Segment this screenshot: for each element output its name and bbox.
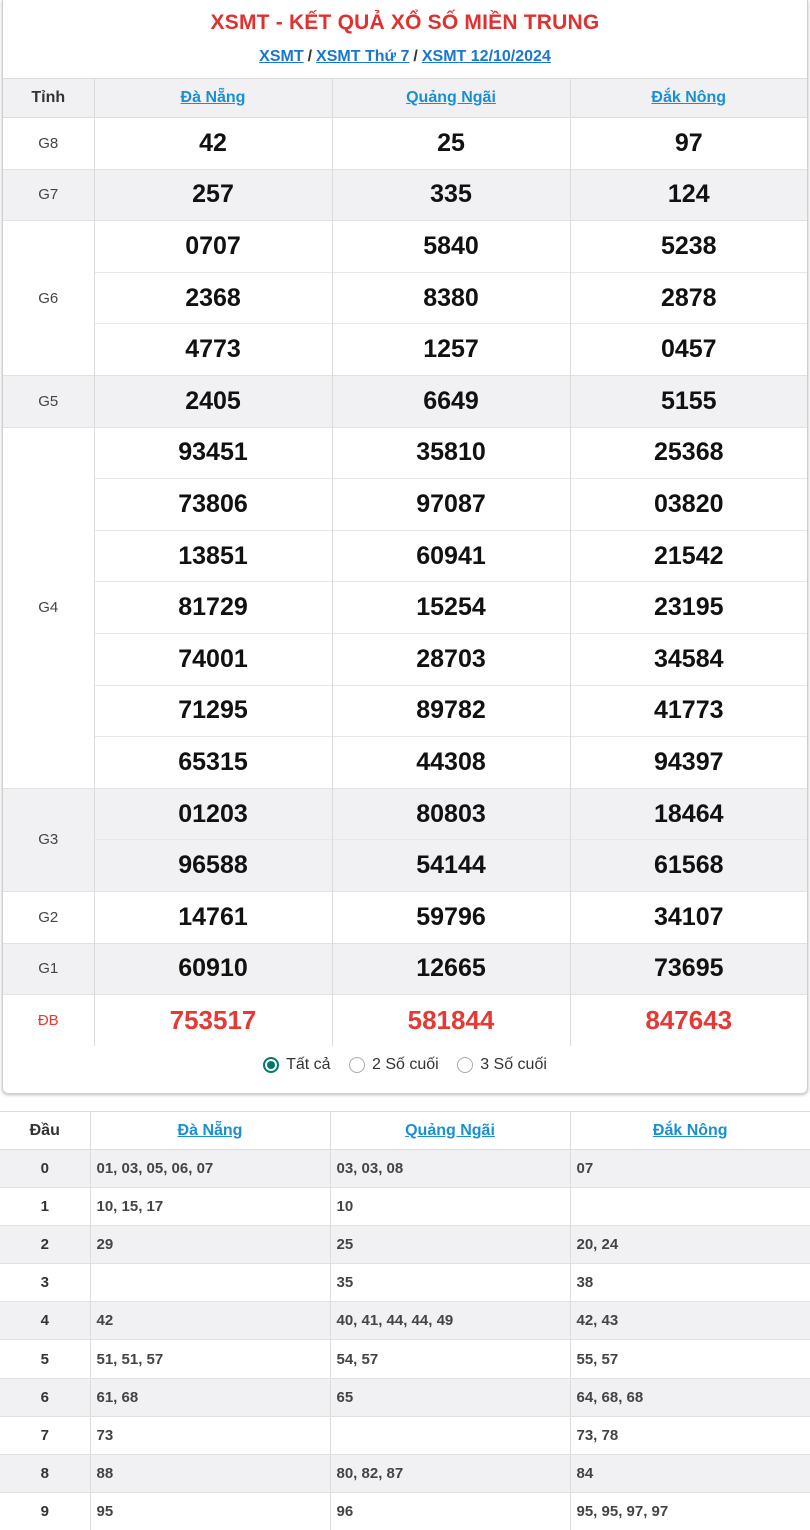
prize-number: 03820 — [570, 479, 807, 531]
tail-values: 73 — [90, 1416, 330, 1454]
tail-values: 65 — [330, 1378, 570, 1416]
prize-number: 54144 — [332, 840, 570, 892]
tail-values: 10, 15, 17 — [90, 1188, 330, 1226]
prize-number: 2878 — [570, 272, 807, 324]
tail-values: 38 — [570, 1264, 810, 1302]
dau-province-link-dak-nong[interactable]: Đắk Nông — [652, 1121, 728, 1139]
prize-number: 2405 — [94, 375, 332, 427]
prize-number: 89782 — [332, 685, 570, 737]
tail-values — [90, 1264, 330, 1302]
head-digit: 7 — [0, 1416, 90, 1454]
prize-label: G6 — [3, 221, 94, 376]
prize-number: 65315 — [94, 737, 332, 789]
head-digit-row — [0, 1454, 810, 1492]
results-table — [3, 78, 807, 1046]
prize-number: 581844 — [332, 995, 570, 1047]
tail-values: 40, 41, 44, 44, 49 — [330, 1302, 570, 1340]
prize-row — [3, 891, 807, 943]
prize-number: 18464 — [570, 788, 807, 840]
filter-label-last-2: 2 Số cuối — [372, 1056, 439, 1073]
prize-number: 23195 — [570, 582, 807, 634]
tail-values: 03, 03, 08 — [330, 1150, 570, 1188]
prize-label: G7 — [3, 169, 94, 221]
prize-number: 73806 — [94, 479, 332, 531]
head-digit: 9 — [0, 1492, 90, 1530]
province-header-quang-ngai — [332, 79, 570, 118]
prize-number: 5238 — [570, 221, 807, 273]
province-link-quang-ngai[interactable]: Quảng Ngãi — [406, 89, 496, 106]
province-header-da-nang — [94, 79, 332, 118]
breadcrumb-separator: / — [413, 48, 418, 65]
prize-number: 2368 — [94, 272, 332, 324]
prize-number: 13851 — [94, 530, 332, 582]
prize-number: 753517 — [94, 995, 332, 1047]
prize-label: G4 — [3, 427, 94, 788]
tail-values: 80, 82, 87 — [330, 1454, 570, 1492]
prize-number: 8380 — [332, 272, 570, 324]
head-digit-table — [0, 1111, 810, 1530]
filter-option-last-3[interactable] — [457, 1056, 547, 1074]
province-link-da-nang[interactable]: Đà Nẵng — [180, 89, 246, 106]
prize-number: 60941 — [332, 530, 570, 582]
tail-values: 07 — [570, 1150, 810, 1188]
prize-number: 14761 — [94, 891, 332, 943]
tail-values: 35 — [330, 1264, 570, 1302]
prize-number: 6649 — [332, 375, 570, 427]
filter-option-all[interactable] — [263, 1056, 330, 1074]
results-header-row — [3, 79, 807, 118]
filter-option-last-2[interactable] — [349, 1056, 439, 1074]
tail-values — [330, 1416, 570, 1454]
prize-number: 59796 — [332, 891, 570, 943]
head-digit: 6 — [0, 1378, 90, 1416]
head-digit-row — [0, 1302, 810, 1340]
breadcrumb — [3, 48, 807, 66]
tail-values: 95, 95, 97, 97 — [570, 1492, 810, 1530]
prize-row — [3, 221, 807, 273]
dau-header-dak-nong — [570, 1112, 810, 1150]
prize-number: 81729 — [94, 582, 332, 634]
breadcrumb-xsmt-date[interactable]: XSMT 12/10/2024 — [421, 48, 551, 65]
breadcrumb-xsmt-thu-7[interactable]: XSMT Thứ 7 — [316, 48, 410, 65]
tail-values — [570, 1188, 810, 1226]
tail-values: 64, 68, 68 — [570, 1378, 810, 1416]
results-body — [3, 118, 807, 1047]
prize-number: 41773 — [570, 685, 807, 737]
tail-values: 55, 57 — [570, 1340, 810, 1378]
prize-number: 73695 — [570, 943, 807, 995]
tail-values: 29 — [90, 1226, 330, 1264]
prize-number: 93451 — [94, 427, 332, 479]
tail-values: 25 — [330, 1226, 570, 1264]
prize-row — [3, 375, 807, 427]
prize-number: 257 — [94, 169, 332, 221]
prize-label: G2 — [3, 891, 94, 943]
prize-number: 35810 — [332, 427, 570, 479]
head-digit-row — [0, 1378, 810, 1416]
prize-number: 5155 — [570, 375, 807, 427]
head-digit: 2 — [0, 1226, 90, 1264]
prize-number: 34107 — [570, 891, 807, 943]
prize-number: 61568 — [570, 840, 807, 892]
prize-label: ĐB — [3, 995, 94, 1047]
prize-number: 1257 — [332, 324, 570, 376]
tail-values: 88 — [90, 1454, 330, 1492]
head-digit-column-header: Đầu — [0, 1112, 90, 1150]
prize-row — [3, 737, 807, 789]
page-title: XSMT - KẾT QUẢ XỔ SỐ MIỀN TRUNG — [210, 11, 600, 34]
head-digit-row — [0, 1264, 810, 1302]
digit-filter — [3, 1056, 807, 1078]
tail-values: 42, 43 — [570, 1302, 810, 1340]
radio-selected-icon[interactable] — [263, 1057, 279, 1073]
prize-row — [3, 169, 807, 221]
prize-number: 01203 — [94, 788, 332, 840]
prize-row — [3, 427, 807, 479]
prize-number: 71295 — [94, 685, 332, 737]
head-digit-row — [0, 1226, 810, 1264]
tail-values: 95 — [90, 1492, 330, 1530]
head-digit-header-row — [0, 1112, 810, 1150]
prize-row — [3, 685, 807, 737]
tail-values: 42 — [90, 1302, 330, 1340]
breadcrumb-xsmt[interactable]: XSMT — [259, 48, 304, 65]
prize-row — [3, 840, 807, 892]
prize-number: 0707 — [94, 221, 332, 273]
prize-number: 80803 — [332, 788, 570, 840]
tail-values: 51, 51, 57 — [90, 1340, 330, 1378]
tail-values: 10 — [330, 1188, 570, 1226]
prize-number: 847643 — [570, 995, 807, 1047]
prize-number: 97 — [570, 118, 807, 170]
prize-number: 0457 — [570, 324, 807, 376]
prize-row — [3, 943, 807, 995]
prize-row — [3, 118, 807, 170]
prize-number: 34584 — [570, 633, 807, 685]
prize-number: 25 — [332, 118, 570, 170]
prize-number: 96588 — [94, 840, 332, 892]
tail-values: 54, 57 — [330, 1340, 570, 1378]
head-digit: 8 — [0, 1454, 90, 1492]
breadcrumb-separator: / — [307, 48, 313, 65]
filter-label-all: Tất cả — [286, 1056, 331, 1073]
prize-label: G5 — [3, 375, 94, 427]
province-header-dak-nong — [570, 79, 807, 118]
prize-label: G8 — [3, 118, 94, 170]
province-link-dak-nong[interactable]: Đắk Nông — [651, 89, 727, 106]
dau-header-quang-ngai — [330, 1112, 570, 1150]
head-digit-body — [0, 1150, 810, 1530]
head-digit: 3 — [0, 1264, 90, 1302]
prize-number: 74001 — [94, 633, 332, 685]
province-column-header: Tỉnh — [3, 79, 94, 118]
prize-label: G1 — [3, 943, 94, 995]
head-digit-row — [0, 1340, 810, 1378]
dau-province-link-da-nang[interactable]: Đà Nẵng — [177, 1121, 243, 1139]
prize-row — [3, 995, 807, 1047]
prize-number: 21542 — [570, 530, 807, 582]
prize-number: 97087 — [332, 479, 570, 531]
dau-header-da-nang — [90, 1112, 330, 1150]
prize-number: 42 — [94, 118, 332, 170]
tail-values: 73, 78 — [570, 1416, 810, 1454]
prize-row — [3, 479, 807, 531]
prize-number: 25368 — [570, 427, 807, 479]
dau-province-link-quang-ngai[interactable]: Quảng Ngãi — [405, 1121, 495, 1139]
prize-row — [3, 272, 807, 324]
head-digit: 4 — [0, 1302, 90, 1340]
head-digit: 0 — [0, 1150, 90, 1188]
prize-number: 12665 — [332, 943, 570, 995]
prize-number: 4773 — [94, 324, 332, 376]
radio-icon[interactable] — [349, 1057, 365, 1073]
prize-number: 15254 — [332, 582, 570, 634]
head-digit: 5 — [0, 1340, 90, 1378]
prize-number: 28703 — [332, 633, 570, 685]
prize-row — [3, 324, 807, 376]
prize-row — [3, 582, 807, 634]
tail-values: 01, 03, 05, 06, 07 — [90, 1150, 330, 1188]
prize-label: G3 — [3, 788, 94, 891]
prize-number: 124 — [570, 169, 807, 221]
tail-values: 96 — [330, 1492, 570, 1530]
prize-row — [3, 633, 807, 685]
prize-number: 335 — [332, 169, 570, 221]
results-card — [2, 0, 808, 1094]
tail-values: 20, 24 — [570, 1226, 810, 1264]
head-digit: 1 — [0, 1188, 90, 1226]
tail-values: 61, 68 — [90, 1378, 330, 1416]
head-digit-row — [0, 1150, 810, 1188]
prize-row — [3, 788, 807, 840]
prize-number: 94397 — [570, 737, 807, 789]
prize-number: 60910 — [94, 943, 332, 995]
prize-number: 5840 — [332, 221, 570, 273]
head-digit-row — [0, 1416, 810, 1454]
prize-number: 44308 — [332, 737, 570, 789]
head-digit-row — [0, 1492, 810, 1530]
tail-values: 84 — [570, 1454, 810, 1492]
filter-label-last-3: 3 Số cuối — [480, 1056, 547, 1073]
head-digit-row — [0, 1188, 810, 1226]
radio-icon[interactable] — [457, 1057, 473, 1073]
prize-row — [3, 530, 807, 582]
